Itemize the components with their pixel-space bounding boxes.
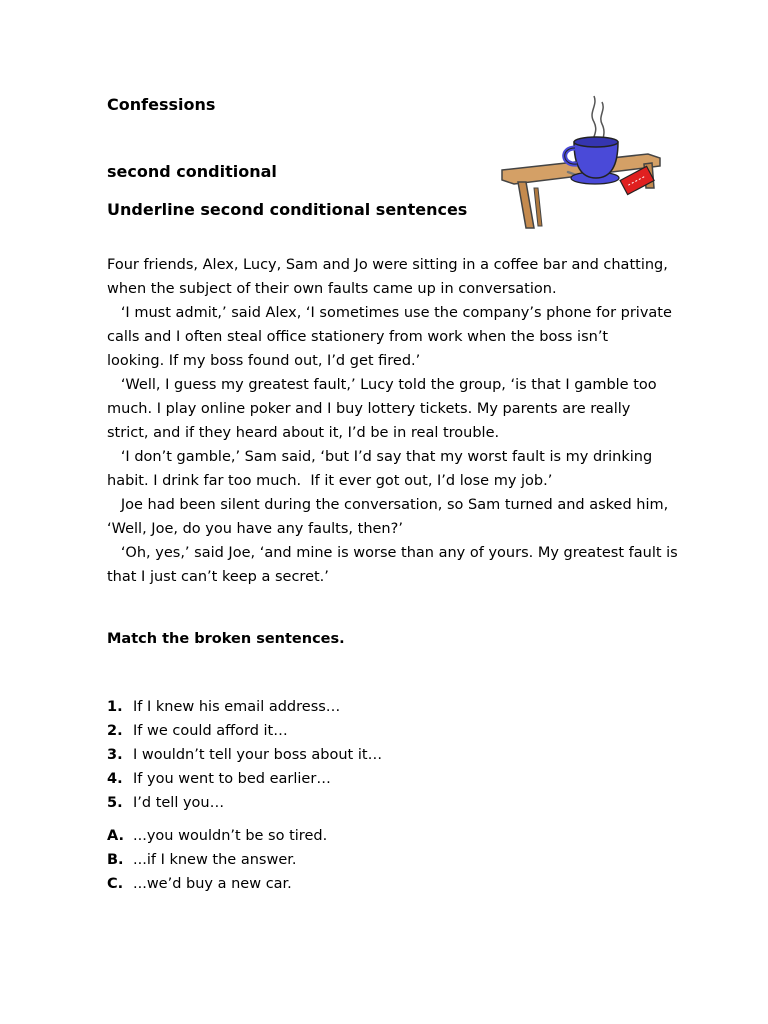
- item-text: ...if I knew the answer.: [133, 852, 297, 868]
- story-text: [107, 253, 678, 589]
- list-item: [107, 848, 607, 872]
- list-item: [107, 695, 607, 719]
- item-number: 3.: [107, 747, 123, 763]
- story-line: ‘I must admit,’ said Alex, ‘I sometimes use the company’s phone for private: [107, 305, 672, 321]
- item-text: I’d tell you…: [133, 795, 225, 811]
- story-line: ‘Well, I guess my greatest fault,’ Lucy told the group, ‘is that I gamble too: [107, 377, 657, 393]
- list-item: [107, 767, 607, 791]
- item-text: I wouldn’t tell your boss about it…: [133, 747, 383, 763]
- item-letter: C.: [107, 876, 124, 892]
- item-number: 4.: [107, 771, 123, 787]
- item-text: If you went to bed earlier…: [133, 771, 331, 787]
- grammar-topic: second conditional: [107, 162, 277, 181]
- story-line: when the subject of their own faults came up in conversation.: [107, 281, 557, 297]
- sentence-endings-list: [107, 824, 607, 896]
- story-line: Four friends, Alex, Lucy, Sam and Jo were sitting in a coffee bar and chatting,: [107, 257, 668, 273]
- story-line: Joe had been silent during the conversation, so Sam turned and asked him,: [107, 497, 669, 513]
- story-line: calls and I often steal office stationery from work when the boss isn’t: [107, 329, 609, 345]
- story-line: ‘I don’t gamble,’ Sam said, ‘but I’d say that my worst fault is my drinking: [107, 449, 653, 465]
- item-number: 2.: [107, 723, 123, 739]
- item-text: ...you wouldn’t be so tired.: [133, 828, 328, 844]
- sentence-beginnings-list: [107, 695, 607, 815]
- item-letter: B.: [107, 852, 124, 868]
- list-item: [107, 824, 607, 848]
- story-line: strict, and if they heard about it, I’d be in real trouble.: [107, 425, 500, 441]
- list-item: [107, 719, 607, 743]
- story-line: much. I play online poker and I buy lottery tickets. My parents are really: [107, 401, 631, 417]
- item-number: 5.: [107, 795, 123, 811]
- list-item: [107, 743, 607, 767]
- story-line: ‘Well, Joe, do you have any faults, then?’: [107, 521, 403, 537]
- story-line: looking. If my boss found out, I’d get fired.’: [107, 353, 421, 369]
- story-line: that I just can’t keep a secret.’: [107, 569, 329, 585]
- coffee-cup-on-table-icon: [498, 92, 662, 234]
- list-item: [107, 791, 607, 815]
- underline-instruction: Underline second conditional sentences: [107, 200, 468, 219]
- item-text: ...we’d buy a new car.: [133, 876, 292, 892]
- item-number: 1.: [107, 699, 123, 715]
- item-text: If we could afford it…: [133, 723, 288, 739]
- worksheet-title: Confessions: [107, 95, 216, 114]
- list-item: [107, 872, 607, 896]
- match-instruction: Match the broken sentences.: [107, 631, 345, 647]
- item-letter: A.: [107, 828, 124, 844]
- item-text: If I knew his email address…: [133, 699, 341, 715]
- story-line: ‘Oh, yes,’ said Joe, ‘and mine is worse than any of yours. My greatest fault is: [107, 545, 678, 561]
- story-line: habit. I drink far too much. If it ever got out, I’d lose my job.’: [107, 473, 553, 489]
